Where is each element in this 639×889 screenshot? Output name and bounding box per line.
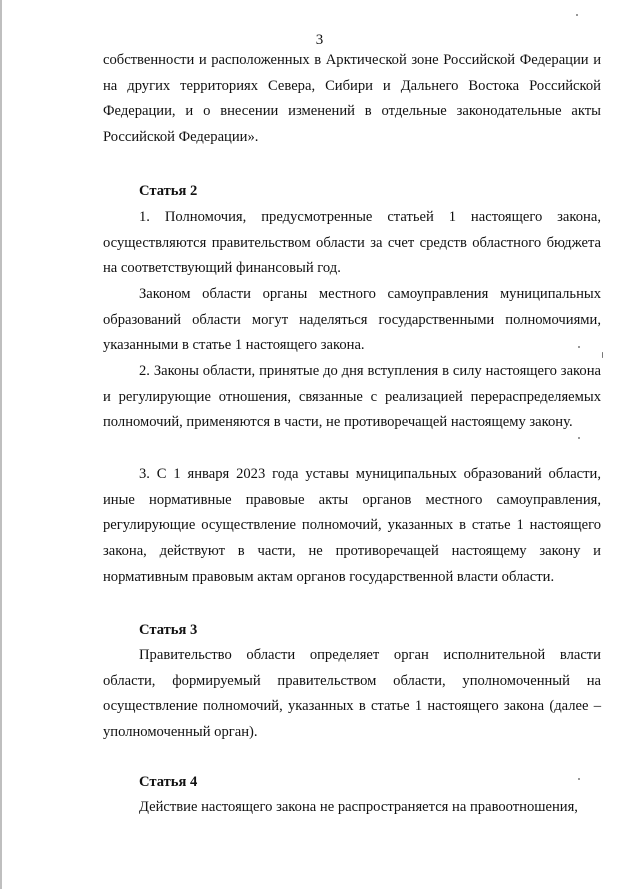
article-3-heading: Статья 3 [139,622,198,638]
scan-speck [576,14,578,16]
scan-speck [578,346,580,348]
article-4-heading: Статья 4 [139,774,198,790]
article-2-paragraph-1: 1. Полномочия, предусмотренные статьей 1 настоящего закона, осуществляются правительством области за счет средств областного бюджета на соответствующий финансовый год. [103,209,601,277]
article-2-paragraph-4: 3. С 1 января 2023 года уставы муниципальных образований области, иные нормативные правовые акты органов местного самоуправления, регулирующие осуществление полномочий, указанных в статье 1 настоящего закона, действуют в части, не противоречащей настоящему закону и нормативным правовым актам органов государственной власти области. [103,466,601,585]
article-2-paragraph-3: 2. Законы области, принятые до дня вступления в силу настоящего закона и регулирующие отношения, связанные с реализацией перераспределяемых полномочий, применяются в части, не противоречащей настоящему закону. [103,363,601,431]
scan-speck [602,352,603,358]
article-2-paragraph-2: Законом области органы местного самоуправления муниципальных образований области могут наделяться государственными полномочиями, указанными в статье 1 настоящего закона. [103,286,601,354]
article-4-paragraph-1: Действие настоящего закона не распространяется на правоотношения, [139,799,578,815]
scan-speck [578,778,580,780]
article-2-heading: Статья 2 [139,183,198,199]
paragraph-continued: собственности и расположенных в Арктической зоне Российской Федерации и на других территориях Севера, Сибири и Дальнего Востока Российской Федерации, и о внесении изменений в отдельные законодательные акты Российской Федерации». [103,52,601,146]
scan-left-edge [0,0,2,889]
scan-speck [578,437,580,439]
article-3-paragraph-1: Правительство области определяет орган исполнительной власти области, формируемый правительством области, уполномоченный на осуществление полномочий, указанных в статье 1 настоящего закона (далее – уполномоченный орган). [103,647,601,741]
page-number: 3 [315,32,324,48]
